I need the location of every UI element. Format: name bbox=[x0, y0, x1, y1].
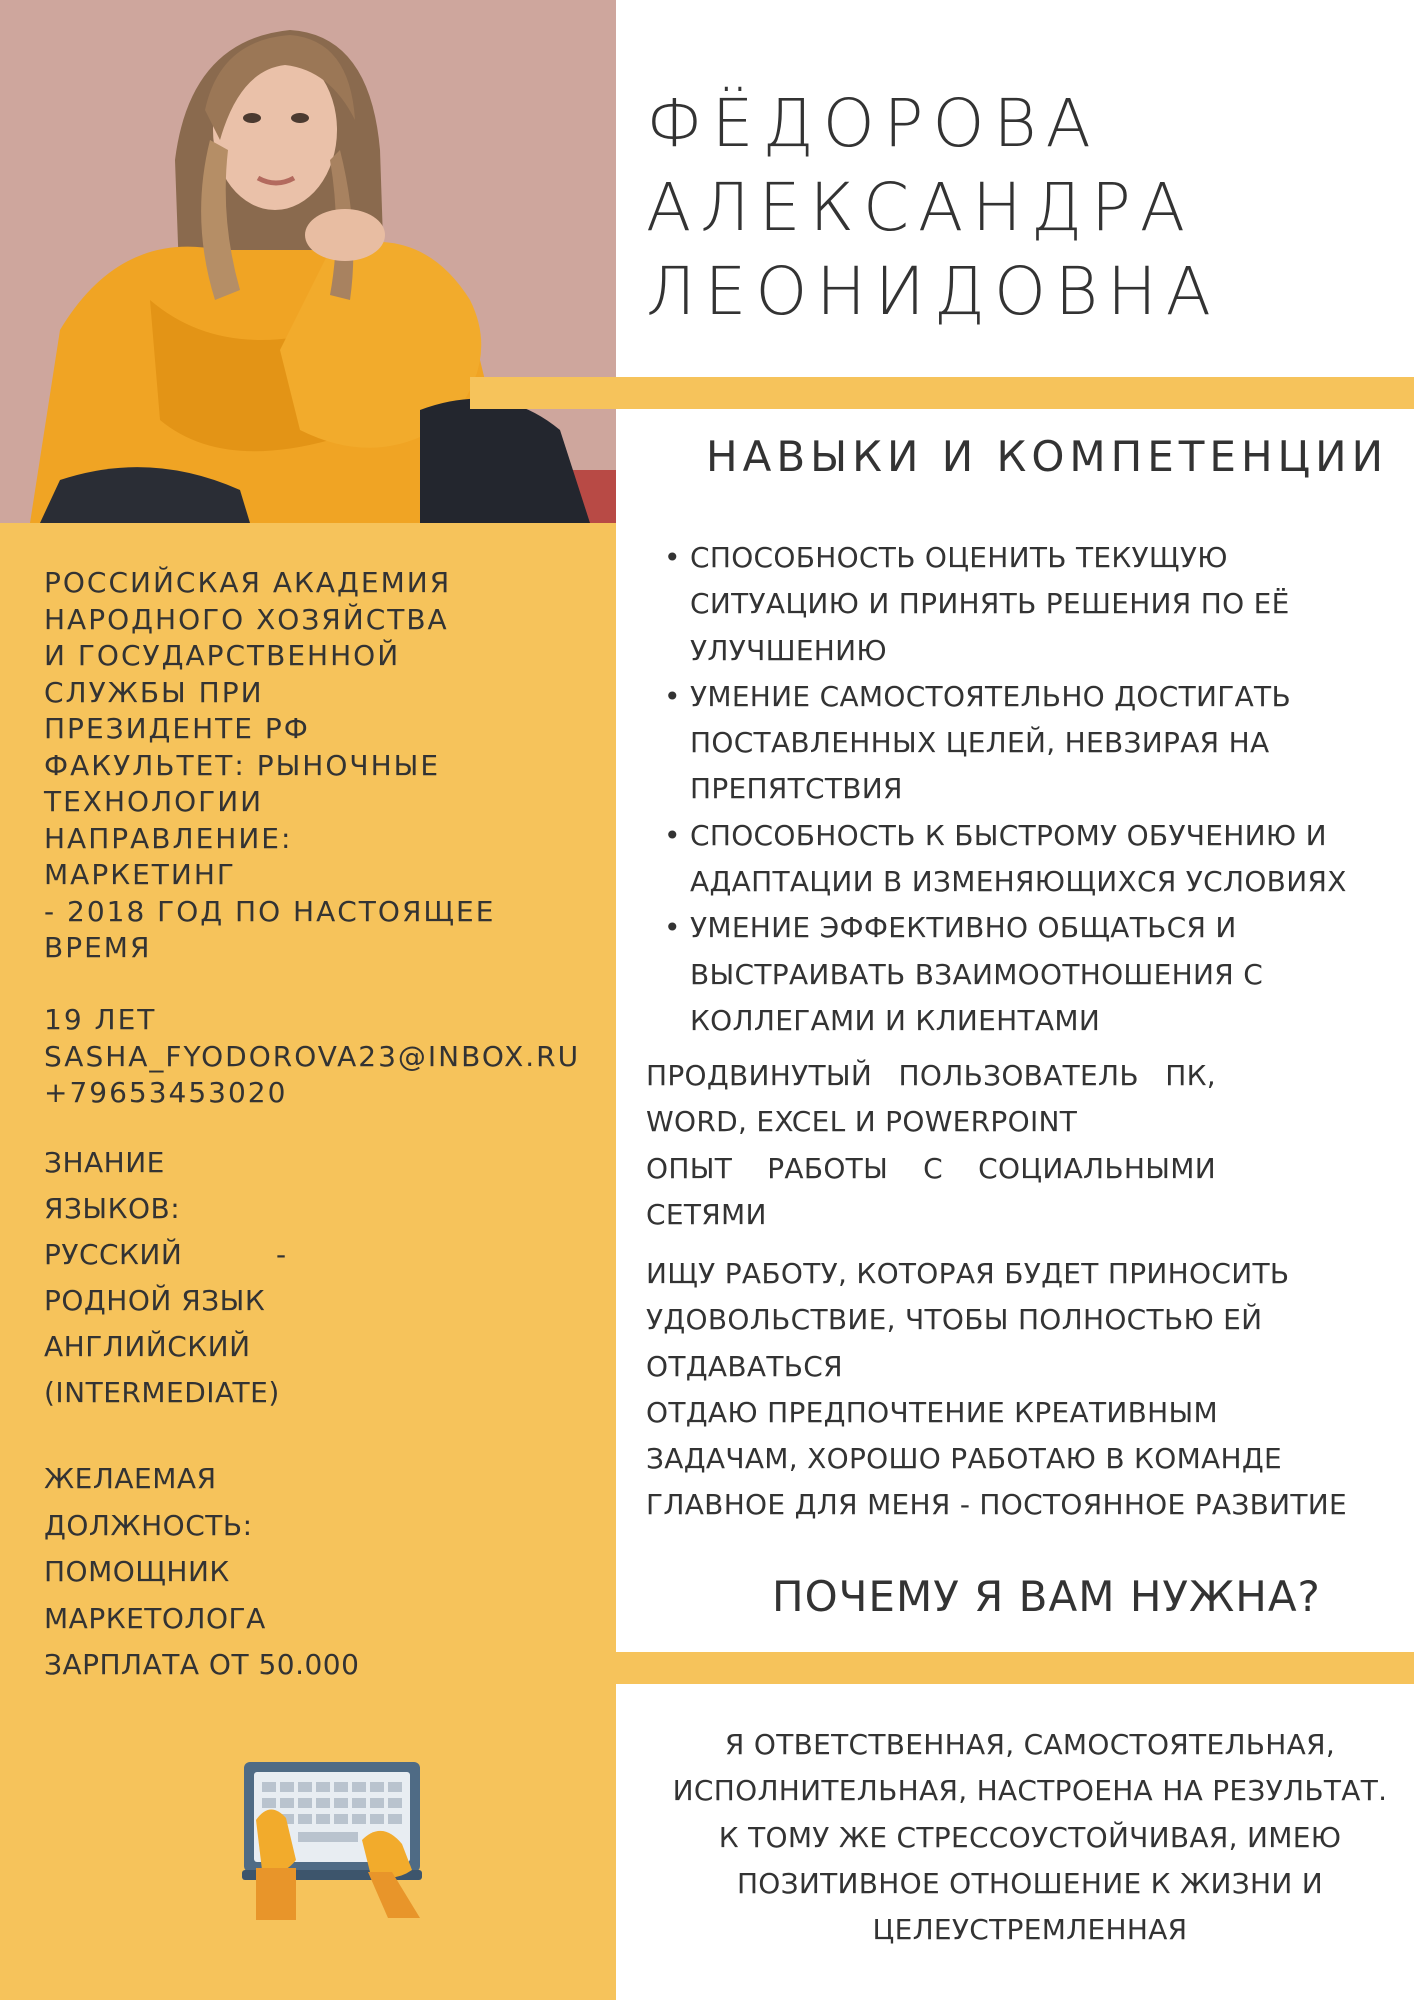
bullet-icon: • bbox=[664, 541, 681, 574]
phone-text: +79653453020 bbox=[44, 1076, 288, 1109]
about-me-block bbox=[646, 1251, 1366, 1529]
pc-word: ПК, bbox=[1165, 1059, 1216, 1092]
languages-block bbox=[44, 1140, 344, 1416]
profile-photo-illustration bbox=[0, 0, 616, 523]
social-word: ОПЫТ bbox=[646, 1151, 733, 1185]
education-line: - 2018 ГОД ПО НАСТОЯЩЕЕ bbox=[44, 894, 496, 928]
social-skill-line bbox=[646, 1146, 1216, 1192]
education-line: НАПРАВЛЕНИЕ: bbox=[44, 821, 293, 855]
skill-line: СПОСОБНОСТЬ К БЫСТРОМУ ОБУЧЕНИЮ И bbox=[690, 818, 1327, 852]
education-line: РОССИЙСКАЯ АКАДЕМИЯ bbox=[44, 566, 452, 599]
accent-bar-top bbox=[470, 377, 1414, 409]
social-word: СОЦИАЛЬНЫМИ bbox=[978, 1151, 1216, 1185]
pc-word: ПРОДВИНУТЫЙ bbox=[646, 1059, 873, 1092]
education-block bbox=[44, 565, 584, 967]
education-line: ТЕХНОЛОГИИ bbox=[44, 785, 264, 818]
about-line: ОТДАЮ ПРЕДПОЧТЕНИЕ КРЕАТИВНЫМ bbox=[646, 1395, 1218, 1429]
education-line: МАРКЕТИНГ bbox=[44, 858, 236, 891]
about-line: ИЩУ РАБОТУ, КОТОРАЯ БУДЕТ ПРИНОСИТЬ bbox=[646, 1257, 1290, 1290]
languages-heading: ЗНАНИЕ bbox=[44, 1146, 165, 1179]
skill-line: УМЕНИЕ ЭФФЕКТИВНО ОБЩАТЬСЯ И bbox=[690, 911, 1237, 945]
summary-line: ПОЗИТИВНОЕ ОТНОШЕНИЕ К ЖИЗНИ И bbox=[736, 1866, 1324, 1900]
contacts-block bbox=[44, 1002, 604, 1112]
skill-item bbox=[664, 905, 1384, 1044]
position-line: ПОМОЩНИК bbox=[44, 1555, 230, 1588]
language-russian bbox=[44, 1232, 344, 1278]
language-russian-name: РУССКИЙ bbox=[44, 1238, 183, 1271]
bullet-icon: • bbox=[664, 679, 681, 713]
email-text: SASHA_FYODOROVA23@INBOX.RU bbox=[44, 1039, 581, 1073]
bullet-icon: • bbox=[664, 911, 681, 945]
education-line: ФАКУЛЬТЕТ: РЫНОЧНЫЕ bbox=[44, 748, 441, 782]
summary-line: ЦЕЛЕУСТРЕМЛЕННАЯ bbox=[872, 1913, 1188, 1947]
language-english-name: АНГЛИЙСКИЙ bbox=[44, 1330, 251, 1363]
social-word: С bbox=[923, 1151, 944, 1185]
skill-line: АДАПТАЦИИ В ИЗМЕНЯЮЩИХСЯ УСЛОВИЯХ bbox=[690, 865, 1347, 899]
computer-skills-block bbox=[646, 1053, 1216, 1238]
summary-line: ИСПОЛНИТЕЛЬНАЯ, НАСТРОЕНА НА РЕЗУЛЬТАТ. bbox=[672, 1774, 1388, 1808]
skill-item bbox=[664, 674, 1384, 813]
patronymic: ЛЕОНИДОВНА bbox=[646, 253, 1220, 330]
pc-software-line: WORD, EXCEL И POWERPOINT bbox=[646, 1105, 1078, 1139]
skill-line: УЛУЧШЕНИЮ bbox=[690, 633, 887, 667]
why-me-summary bbox=[646, 1722, 1414, 1953]
bullet-icon: • bbox=[664, 818, 681, 852]
education-line: ВРЕМЯ bbox=[44, 931, 152, 964]
about-line: ЗАДАЧАМ, ХОРОШО РАБОТАЮ В КОМАНДЕ bbox=[646, 1442, 1283, 1476]
accent-bar-middle bbox=[616, 1652, 1414, 1684]
skill-item bbox=[664, 813, 1384, 906]
pc-word: ПОЛЬЗОВАТЕЛЬ bbox=[898, 1059, 1139, 1092]
full-name-heading bbox=[646, 82, 1220, 334]
language-dash: - bbox=[276, 1238, 287, 1271]
skill-line: ВЫСТРАИВАТЬ ВЗАИМООТНОШЕНИЯ С bbox=[690, 957, 1264, 991]
about-line: ГЛАВНОЕ ДЛЯ МЕНЯ - ПОСТОЯННОЕ РАЗВИТИЕ bbox=[646, 1488, 1347, 1522]
skills-section-title: НАВЫКИ И КОМПЕТЕНЦИИ bbox=[706, 432, 1388, 481]
why-me-title: ПОЧЕМУ Я ВАМ НУЖНА? bbox=[772, 1572, 1321, 1621]
desired-position-block bbox=[44, 1456, 364, 1689]
summary-line: Я ОТВЕТСТВЕННАЯ, САМОСТОЯТЕЛЬНАЯ, bbox=[724, 1728, 1336, 1761]
social-skill-line-end: СЕТЯМИ bbox=[646, 1197, 767, 1231]
skill-line: СИТУАЦИЮ И ПРИНЯТЬ РЕШЕНИЯ ПО ЕЁ bbox=[690, 587, 1290, 621]
position-line: ДОЛЖНОСТЬ: bbox=[44, 1508, 253, 1542]
laptop-typing-icon bbox=[242, 1760, 422, 1920]
first-name: АЛЕКСАНДРА bbox=[646, 169, 1195, 246]
language-russian-level: РОДНОЙ ЯЗЫК bbox=[44, 1284, 266, 1317]
about-line: УДОВОЛЬСТВИЕ, ЧТОБЫ ПОЛНОСТЬЮ ЕЙ bbox=[646, 1303, 1263, 1337]
skill-line: ПРЕПЯТСТВИЯ bbox=[690, 772, 903, 806]
social-word: РАБОТЫ bbox=[767, 1151, 889, 1185]
language-english-level: (INTERMEDIATE) bbox=[44, 1376, 280, 1409]
skill-line: СПОСОБНОСТЬ ОЦЕНИТЬ ТЕКУЩУЮ bbox=[690, 541, 1228, 574]
languages-heading: ЯЗЫКОВ: bbox=[44, 1192, 181, 1225]
education-line: ПРЕЗИДЕНТЕ РФ bbox=[44, 712, 310, 745]
age-text: 19 ЛЕТ bbox=[44, 1003, 157, 1036]
education-line: СЛУЖБЫ ПРИ bbox=[44, 675, 264, 709]
skill-line: ПОСТАВЛЕННЫХ ЦЕЛЕЙ, НЕВЗИРАЯ НА bbox=[690, 726, 1270, 760]
profile-photo bbox=[0, 0, 616, 523]
skill-item bbox=[664, 535, 1384, 674]
position-line: МАРКЕТОЛОГА bbox=[44, 1601, 266, 1635]
salary-line: ЗАРПЛАТА ОТ 50.000 bbox=[44, 1648, 360, 1681]
pc-skill-line bbox=[646, 1053, 1216, 1099]
summary-line: К ТОМУ ЖЕ СТРЕССОУСТОЙЧИВАЯ, ИМЕЮ bbox=[718, 1820, 1342, 1854]
skill-line: КОЛЛЕГАМИ И КЛИЕНТАМИ bbox=[690, 1003, 1101, 1037]
surname: ФЁДОРОВА bbox=[646, 85, 1100, 162]
education-line: НАРОДНОГО ХОЗЯЙСТВА bbox=[44, 602, 449, 636]
skills-list bbox=[664, 535, 1384, 1044]
skill-line: УМЕНИЕ САМОСТОЯТЕЛЬНО ДОСТИГАТЬ bbox=[690, 679, 1291, 713]
about-line: ОТДАВАТЬСЯ bbox=[646, 1349, 843, 1383]
position-line: ЖЕЛАЕМАЯ bbox=[44, 1462, 217, 1495]
education-line: И ГОСУДАРСТВЕННОЙ bbox=[44, 639, 401, 672]
